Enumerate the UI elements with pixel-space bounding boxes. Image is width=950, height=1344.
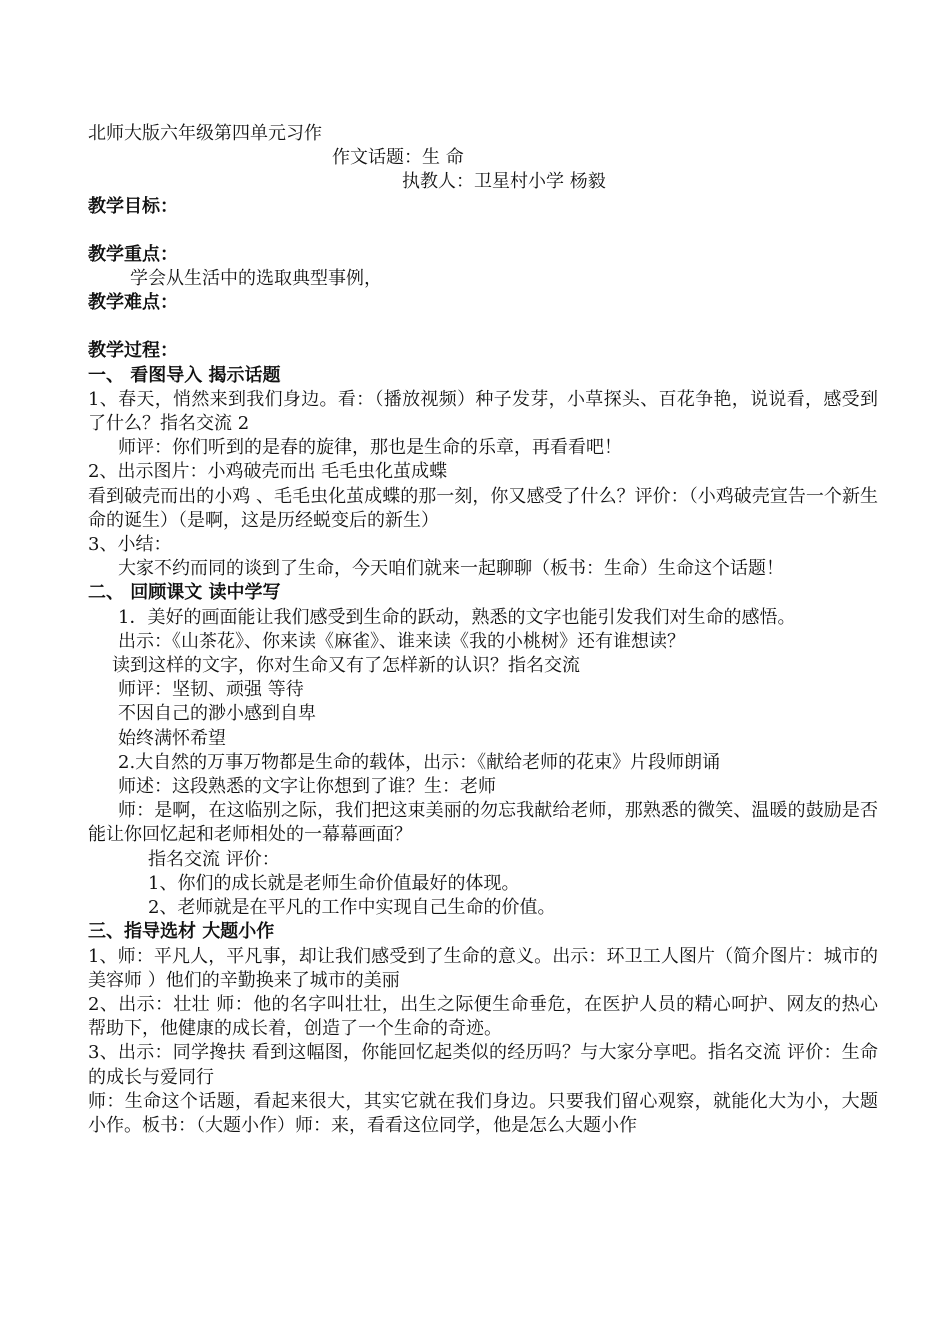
part2-paragraph: 师述：这段熟悉的文字让你想到了谁？生：老师 <box>118 776 496 798</box>
part2-heading: 二、 回顾课文 读中学写 <box>88 582 281 604</box>
part2-paragraph: 1．美好的画面能让我们感受到生命的跃动，熟悉的文字也能引发我们对生命的感悟。 <box>118 606 796 628</box>
focus-label: 教学重点： <box>88 243 178 265</box>
topic-title: 作文话题：生 命 <box>332 147 464 169</box>
part2-paragraph: 师：是啊，在这临别之际，我们把这束美丽的勿忘我献给老师，那熟悉的微笑、温暖的鼓励是否能让你回忆起和老师相处的一幕幕画面？ <box>88 800 878 846</box>
part1-paragraph: 师评：你们听到的是春的旋律，那也是生命的乐章，再看看吧！ <box>118 437 622 459</box>
part2-paragraph: 1、你们的成长就是老师生命价值最好的体现。 <box>148 872 520 894</box>
teacher-line: 执教人：卫星村小学 杨毅 <box>402 171 606 193</box>
part1-heading: 一、 看图导入 揭示话题 <box>88 364 281 386</box>
part1-paragraph: 3、小结： <box>88 534 172 556</box>
part1-paragraph: 看到破壳而出的小鸡 、毛毛虫化茧成蝶的那一刻，你又感受了什么？评价：（小鸡破壳宣告一个新生命的诞生）（是啊，这是历经蜕变后的新生） <box>88 485 878 531</box>
document-page <box>88 122 878 1138</box>
goals-label: 教学目标： <box>88 195 178 217</box>
part1-paragraph: 2、出示图片：小鸡破壳而出 毛毛虫化茧成蝶 <box>88 461 448 483</box>
part3-paragraph: 2、出示：壮壮 师：他的名字叫壮壮，出生之际便生命垂危，在医护人员的精心呵护、网友的热心帮助下，他健康的成长着，创造了一个生命的奇迹。 <box>88 993 878 1040</box>
blank-line <box>88 315 878 339</box>
part2-paragraph: 2.大自然的万事万物都是生命的载体，出示：《献给老师的花束》片段师朗诵 <box>118 751 721 773</box>
part2-paragraph: 指名交流 评价： <box>148 848 280 870</box>
part2-paragraph: 始终满怀希望 <box>118 727 226 749</box>
part3-paragraph: 师：生命这个话题，看起来很大，其实它就在我们身边。只要我们留心观察，就能化大为小，大题小作。板书：（大题小作）师：来，看看这位同学，他是怎么大题小作 <box>88 1090 878 1136</box>
part3-paragraph: 3、出示：同学搀扶 看到这幅图，你能回忆起类似的经历吗？与大家分享吧。指名交流 评价：生命的成长与爱同行 <box>88 1042 878 1088</box>
part2-paragraph: 2、老师就是在平凡的工作中实现自己生命的价值。 <box>148 897 556 919</box>
blank-line <box>88 219 878 243</box>
difficulty-label: 教学难点： <box>88 292 178 314</box>
focus-text: 学会从生活中的选取典型事例， <box>130 268 382 290</box>
course-title: 北师大版六年级第四单元习作 <box>88 123 322 144</box>
part2-paragraph: 不因自己的渺小感到自卑 <box>118 703 316 725</box>
part2-paragraph: 读到这样的文字，你对生命又有了怎样新的认识？指名交流 <box>112 655 580 677</box>
part2-paragraph: 师评：坚韧、顽强 等待 <box>118 679 304 701</box>
part3-paragraph: 1、师：平凡人，平凡事，却让我们感受到了生命的意义。出示：环卫工人图片（简介图片：城市的美容师 ）他们的辛勤换来了城市的美丽 <box>88 945 878 991</box>
part1-paragraph: 1、春天，悄然来到我们身边。看：（播放视频）种子发芽，小草探头、百花争艳，说说看，感受到了什么？指名交流 2 <box>88 388 878 435</box>
part3-heading: 三、指导选材 大题小作 <box>88 921 275 943</box>
process-label: 教学过程： <box>88 340 178 362</box>
part2-paragraph: 出示：《山茶花》、你来读《麻雀》、谁来读《我的小桃树》还有谁想读？ <box>118 630 685 652</box>
part1-paragraph: 大家不约而同的谈到了生命，今天咱们就来一起聊聊（板书：生命）生命这个话题！ <box>118 558 784 580</box>
